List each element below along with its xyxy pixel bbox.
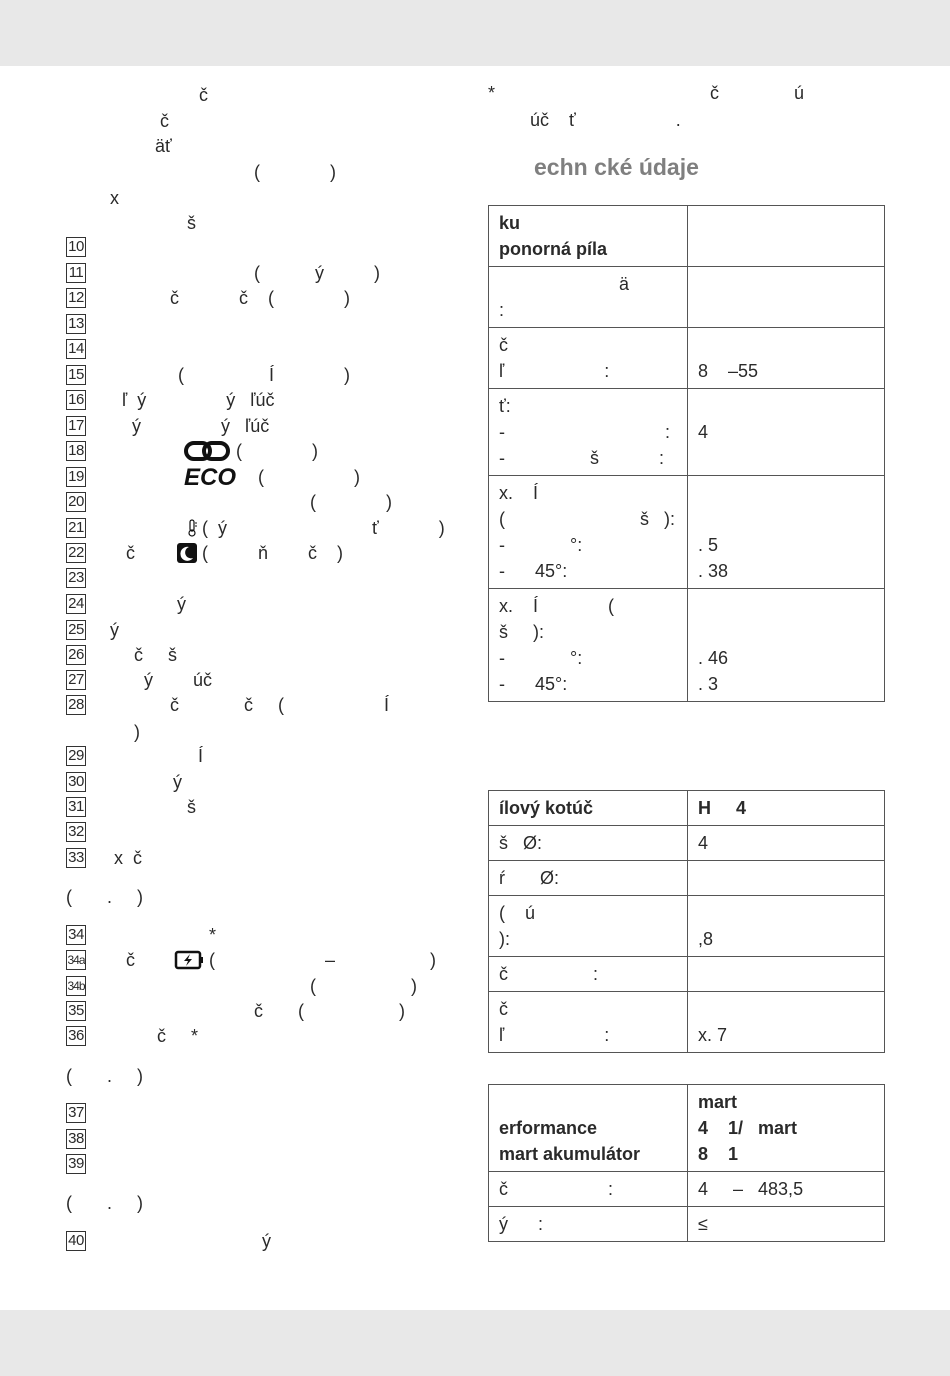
cell-line	[698, 961, 874, 987]
spec-value-cell	[688, 791, 885, 826]
cell-line: š Ø:	[499, 833, 543, 853]
spec-label-cell	[489, 206, 688, 267]
spec-row	[489, 791, 885, 826]
spec-row	[489, 1207, 885, 1242]
spec-label-cell	[489, 328, 688, 389]
spec-value-cell	[688, 589, 885, 702]
cell-line: 8 1	[698, 1144, 739, 1164]
cell-line	[698, 619, 874, 645]
cell-line: x. Í (	[499, 596, 615, 616]
spec-value-cell	[688, 861, 885, 896]
cell-line: - 45°:	[499, 561, 568, 581]
part-number-box: 30	[66, 772, 86, 792]
part-number-box: 25	[66, 620, 86, 640]
spec-label-cell	[489, 389, 688, 476]
cell-line: ľ :	[499, 1025, 610, 1045]
part-description: ( ý )	[254, 263, 381, 283]
part-description: ( ň č )	[202, 543, 344, 563]
part-number-box: 38	[66, 1129, 86, 1149]
battery-charging-icon	[174, 949, 204, 976]
part-number-box: 36	[66, 1026, 86, 1046]
part-number-box: 12	[66, 288, 86, 308]
spec-row	[489, 992, 885, 1053]
intro-line: č	[199, 85, 208, 105]
part-number-box: 29	[66, 746, 86, 766]
cell-line	[698, 506, 874, 532]
part-description: ( )	[258, 467, 361, 487]
part-description: *	[209, 925, 217, 945]
temperature-icon	[186, 518, 198, 543]
cell-line: . 5	[698, 535, 719, 555]
spec-value-cell	[688, 328, 885, 389]
part-number-box: 18	[66, 441, 86, 461]
cell-line: H 4	[698, 798, 747, 818]
eco-mode-icon	[184, 465, 252, 494]
battery-spec-table	[488, 1084, 885, 1242]
saw-spec-table	[488, 205, 885, 702]
part-description: ( ý ť )	[202, 518, 445, 538]
cell-line: 4	[698, 833, 709, 853]
cell-line	[698, 865, 874, 891]
cell-line: . 3	[698, 674, 719, 694]
part-description: ľ ý ý ľúč	[122, 390, 275, 410]
cell-line	[698, 393, 874, 419]
cell-line: 4	[698, 422, 709, 442]
part-description: č č ( )	[170, 288, 351, 308]
part-description: ý	[173, 772, 182, 792]
cell-line: mart	[698, 1092, 738, 1112]
spec-value-cell	[688, 992, 885, 1053]
cell-line: :	[499, 300, 505, 320]
spec-row	[489, 861, 885, 896]
cell-line: - °:	[499, 648, 583, 668]
part-number-box: 17	[66, 416, 86, 436]
cell-line: . 46	[698, 648, 729, 668]
spec-label-cell	[489, 791, 688, 826]
part-description: ý	[262, 1231, 271, 1251]
intro-line: č	[160, 111, 169, 131]
spec-label-cell	[489, 1172, 688, 1207]
spec-label-cell	[489, 861, 688, 896]
part-description: č š	[134, 645, 178, 665]
cell-line: . 38	[698, 561, 729, 581]
part-number-box: 19	[66, 467, 86, 487]
part-number-box: 15	[66, 365, 86, 385]
cell-line	[698, 480, 874, 506]
cell-line	[698, 271, 874, 297]
part-number-box: 20	[66, 492, 86, 512]
technical-data-heading: echn cké údaje	[534, 154, 699, 180]
spec-label-cell	[489, 1207, 688, 1242]
part-number-box: 28	[66, 695, 86, 715]
blade-spec-table	[488, 790, 885, 1053]
spec-value-cell	[688, 896, 885, 957]
spec-row	[489, 1085, 885, 1172]
intro-line: x	[110, 188, 119, 208]
part-number-box: 39	[66, 1154, 86, 1174]
spec-value-cell	[688, 957, 885, 992]
spec-row	[489, 957, 885, 992]
spec-label-cell	[489, 957, 688, 992]
continuous-mode-icon	[184, 440, 232, 467]
part-description: ( )	[310, 492, 393, 512]
part-description: ý	[177, 594, 186, 614]
spec-value-cell	[688, 1172, 885, 1207]
cell-line: x. 7	[698, 1025, 728, 1045]
part-description: Í	[198, 746, 204, 766]
spec-value-cell	[688, 826, 885, 861]
spec-label-cell	[489, 896, 688, 957]
cell-line: - :	[499, 422, 671, 442]
cell-line: ŕ Ø:	[499, 868, 560, 888]
part-number-box: 37	[66, 1103, 86, 1123]
cell-line: - °:	[499, 535, 583, 555]
part-number-box: 13	[66, 314, 86, 334]
top-margin-band	[0, 0, 950, 66]
part-description: č ( )	[254, 1001, 406, 1021]
part-number-box: 26	[66, 645, 86, 665]
cell-line: ≤	[698, 1214, 708, 1234]
footnote-line-2: úč ť .	[530, 110, 681, 130]
intro-line: ( )	[254, 162, 337, 182]
cell-line: č :	[499, 964, 599, 984]
cell-line	[698, 445, 874, 471]
spec-row	[489, 328, 885, 389]
spec-value-cell	[688, 267, 885, 328]
cell-line: ( ú	[499, 903, 536, 923]
part-number-box: 34	[66, 925, 86, 945]
cell-line: 4 – 483,5	[698, 1179, 804, 1199]
spec-value-cell	[688, 1207, 885, 1242]
part-number-box: 22	[66, 543, 86, 563]
spec-label-cell	[489, 267, 688, 328]
part-number-box: 24	[66, 594, 86, 614]
spec-row	[489, 476, 885, 589]
cell-line: ý :	[499, 1214, 544, 1234]
part-description: ( Í )	[178, 365, 351, 385]
part-number-box: 10	[66, 237, 86, 257]
cell-line	[698, 996, 874, 1022]
cell-line: 8 –55	[698, 361, 759, 381]
spec-row	[489, 267, 885, 328]
spec-row	[489, 1172, 885, 1207]
svg-text:ECO: ECO	[184, 465, 237, 489]
section-label: ( . )	[66, 1193, 144, 1213]
spec-label-cell	[489, 1085, 688, 1172]
spec-row	[489, 389, 885, 476]
cell-line	[698, 297, 874, 323]
intro-line: äť	[155, 136, 172, 156]
cell-line: č :	[499, 1179, 614, 1199]
cell-line: ):	[499, 929, 510, 949]
cell-line	[698, 223, 874, 249]
spec-label-cell	[489, 992, 688, 1053]
cell-line: ľ :	[499, 361, 610, 381]
part-description: ( – )	[209, 950, 437, 970]
cell-line: č	[499, 999, 508, 1019]
spec-label-cell	[489, 589, 688, 702]
cell-line: - š :	[499, 448, 665, 468]
cell-line: ť:	[499, 396, 511, 416]
cell-line: ( š ):	[499, 509, 676, 529]
cell-line	[698, 593, 874, 619]
cell-line: ílový kotúč	[499, 798, 594, 818]
cell-line: x. Í	[499, 483, 539, 503]
cell-line: ponorná píla	[499, 239, 607, 259]
part-number-box: 11	[66, 263, 86, 283]
section-label: ( . )	[66, 1066, 144, 1086]
part-description: ý úč	[144, 670, 213, 690]
part-description: x č	[114, 848, 143, 868]
spec-label-cell	[489, 476, 688, 589]
cell-line: 4 1/ mart	[698, 1118, 798, 1138]
cell-line: ,8	[698, 929, 714, 949]
cell-line	[698, 332, 874, 358]
part-number-box: 27	[66, 670, 86, 690]
cell-line: mart akumulátor	[499, 1144, 641, 1164]
spec-row	[489, 206, 885, 267]
spec-value-cell	[688, 476, 885, 589]
cell-line: ku	[499, 213, 521, 233]
cell-line: č	[499, 335, 508, 355]
part-description: č *	[157, 1026, 199, 1046]
cell-line	[698, 900, 874, 926]
spec-row	[489, 896, 885, 957]
cell-line: ä	[499, 274, 630, 294]
spec-row	[489, 589, 885, 702]
part-description: č	[126, 543, 135, 563]
part-number-box: 33	[66, 848, 86, 868]
cell-line: š ):	[499, 622, 544, 642]
part-number-box: 14	[66, 339, 86, 359]
section-label: ( . )	[66, 887, 144, 907]
part-number-box: 16	[66, 390, 86, 410]
part-description: )	[134, 722, 140, 742]
part-description: š	[187, 797, 196, 817]
intro-line: š	[187, 213, 196, 233]
part-number-box: 34b	[66, 976, 86, 996]
spec-label-cell	[489, 826, 688, 861]
spec-value-cell	[688, 1085, 885, 1172]
spec-row	[489, 826, 885, 861]
footnote-line-1: * č ú	[488, 83, 805, 103]
cell-line: erformance	[499, 1118, 598, 1138]
part-number-box: 31	[66, 797, 86, 817]
bottom-margin-band	[0, 1310, 950, 1376]
part-number-box: 34a	[66, 950, 86, 970]
part-number-box: 35	[66, 1001, 86, 1021]
part-number-box: 32	[66, 822, 86, 842]
cell-line	[499, 1089, 677, 1115]
part-description: ý ý ľúč	[132, 416, 270, 436]
part-description: ý	[110, 620, 119, 640]
sleep-mode-icon	[177, 543, 197, 568]
part-description: ( )	[236, 441, 319, 461]
cell-line: - 45°:	[499, 674, 568, 694]
part-description: č č ( Í	[170, 695, 390, 715]
part-number-box: 21	[66, 518, 86, 538]
spec-value-cell	[688, 389, 885, 476]
part-number-box: 40	[66, 1231, 86, 1251]
part-number-box: 23	[66, 568, 86, 588]
part-description: ( )	[310, 976, 418, 996]
spec-value-cell	[688, 206, 885, 267]
part-description: č	[126, 950, 135, 970]
